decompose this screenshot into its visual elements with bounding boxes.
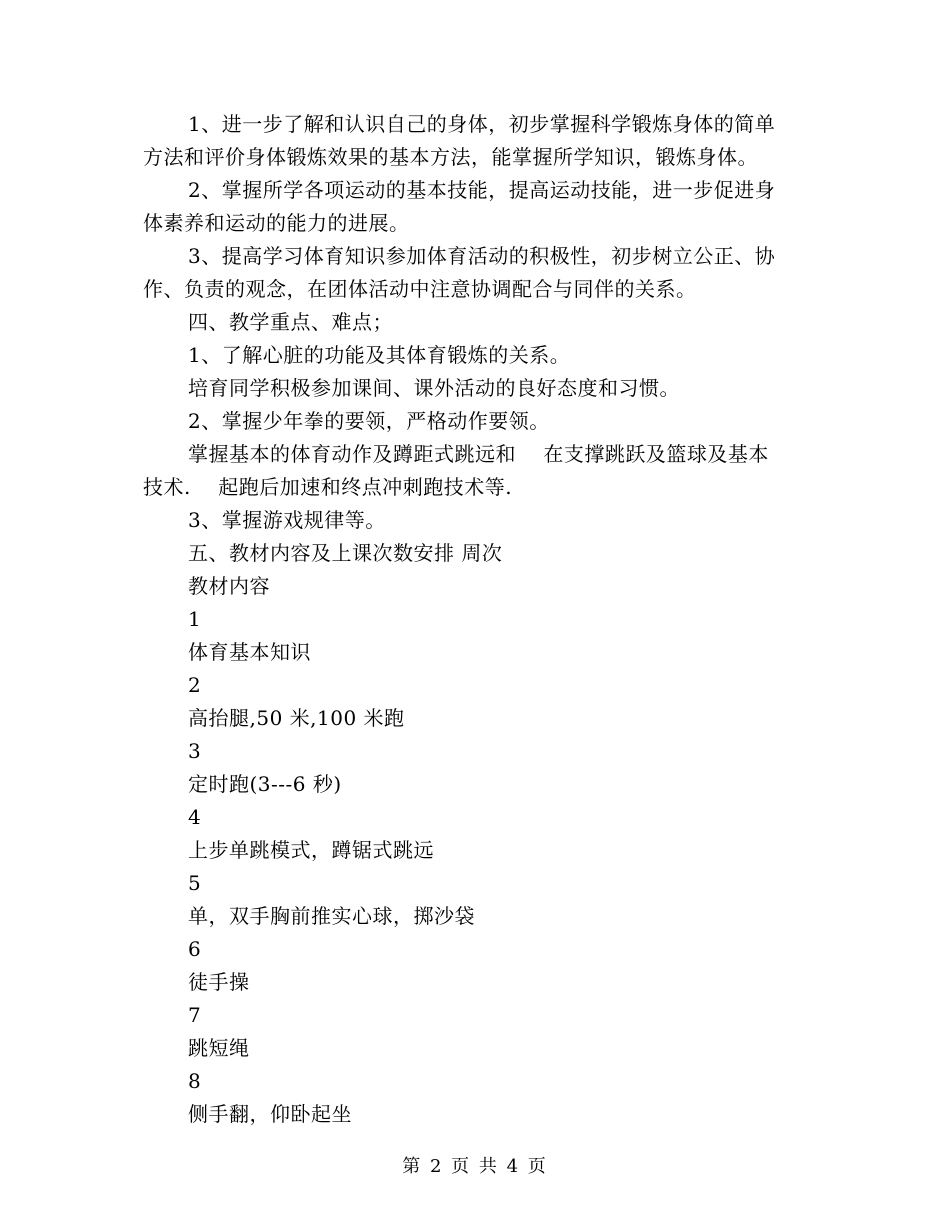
week-number: 2 [188, 673, 202, 697]
page-footer: 第 2 页 共 4 页 [402, 1156, 548, 1177]
week-number: 4 [188, 805, 202, 829]
paragraph-line: 2、掌握少年拳的要领，严格动作要领。 [188, 409, 550, 433]
paragraph-line: 技术. 起跑后加速和终点冲刺跑技术等. [143, 475, 513, 499]
paragraph-line: 方法和评价身体锻炼效果的基本方法，能掌握所学知识，锻炼身体。 [143, 145, 758, 169]
week-content: 跳短绳 [188, 1036, 250, 1060]
week-number: 1 [188, 607, 202, 631]
week-number: 8 [188, 1069, 202, 1093]
section-heading: 四、教学重点、难点； [188, 310, 393, 334]
table-header-cell: 教材内容 [188, 574, 270, 598]
week-content: 徒手操 [188, 970, 250, 994]
section-heading: 五、教材内容及上课次数安排 周次 [188, 541, 503, 565]
paragraph-line: 掌握基本的体育动作及蹲距式跳远和 在支撑跳跃及篮球及基本 [188, 442, 769, 466]
week-number: 6 [188, 937, 202, 961]
week-content: 高抬腿,50 米,100 米跑 [188, 706, 405, 730]
paragraph-line: 3、掌握游戏规律等。 [188, 508, 386, 532]
document-body [143, 108, 808, 1131]
week-content: 侧手翻，仰卧起坐 [188, 1102, 352, 1126]
week-content: 定时跑(3---6 秒) [188, 772, 342, 796]
paragraph-line: 作、负责的观念，在团体活动中注意协调配合与同伴的关系。 [143, 277, 697, 301]
week-number: 5 [188, 871, 202, 895]
week-content: 上步单跳模式，蹲锯式跳远 [188, 838, 434, 862]
week-content: 体育基本知识 [188, 640, 311, 664]
paragraph-line: 1、了解心脏的功能及其体育锻炼的关系。 [188, 343, 571, 367]
paragraph-line: 1、进一步了解和认识自己的身体，初步掌握科学锻炼身体的简单 [188, 112, 776, 136]
paragraph-line: 3、提高学习体育知识参加体育活动的积极性，初步树立公正、协 [188, 244, 776, 268]
paragraph-line: 2、掌握所学各项运动的基本技能，提高运动技能，进一步促进身 [188, 178, 776, 202]
week-number: 7 [188, 1003, 202, 1027]
week-content: 单，双手胸前推实心球，掷沙袋 [188, 904, 475, 928]
paragraph-line: 培育同学积极参加课间、课外活动的良好态度和习惯。 [188, 376, 680, 400]
paragraph-line: 体素养和运动的能力的进展。 [143, 211, 410, 235]
week-number: 3 [188, 739, 202, 763]
